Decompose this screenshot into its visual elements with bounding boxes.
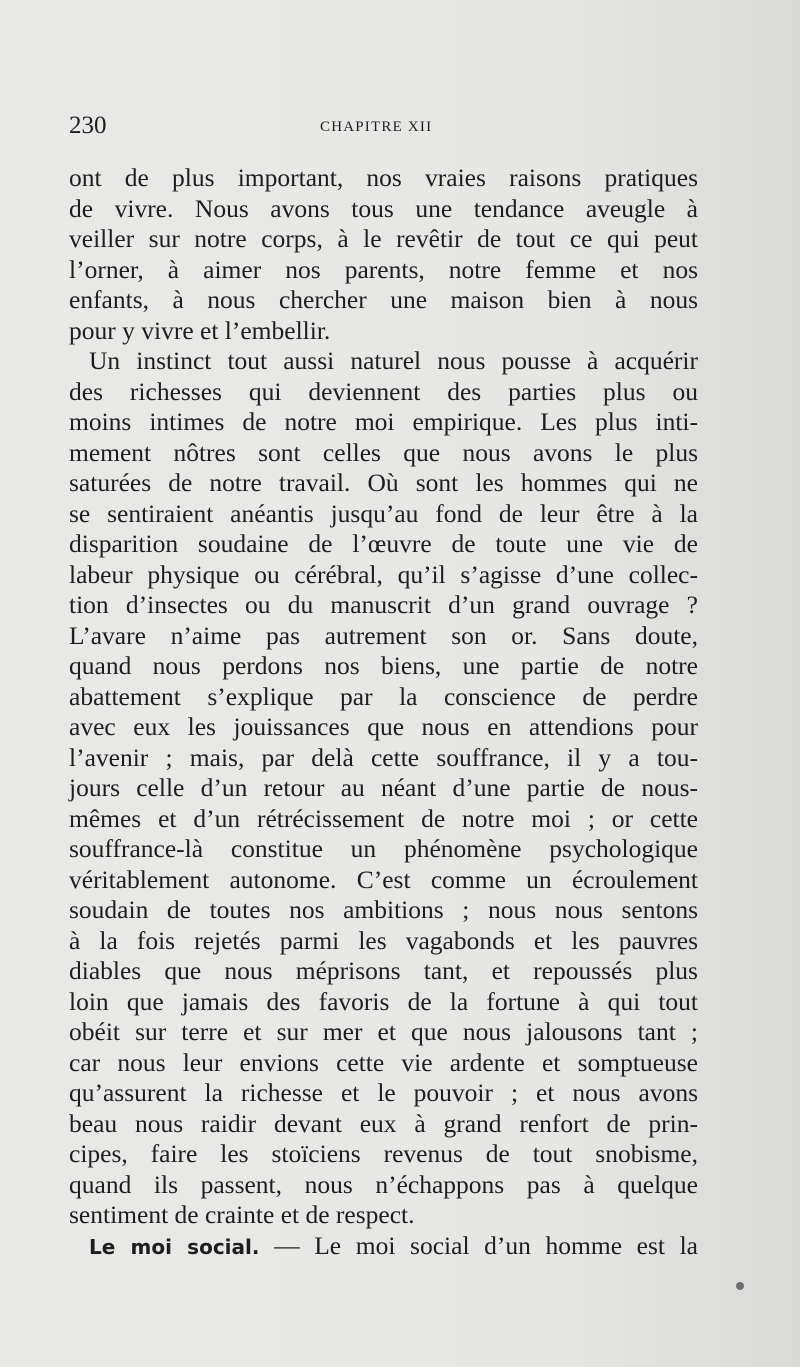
text-line: l’orner, à aimer nos parents, notre femme et nos <box>69 254 698 284</box>
text-line: se sentiraient anéantis jusqu’au fond de leur être à la <box>69 498 698 528</box>
text-line: enfants, à nous chercher une maison bien à nous <box>69 285 698 314</box>
text-line: mêmes et d’un rétrécissement de notre moi ; or cette <box>69 803 698 833</box>
text-line <box>69 1231 698 1262</box>
text-line-rest: — Le moi social d’un homme est la <box>259 1230 698 1260</box>
text-line: tion d’insectes ou du manuscrit d’un grand ouvrage ? <box>69 590 698 619</box>
text-line: avec eux les jouissances que nous en attendions pour <box>69 712 698 741</box>
text-line: diables que nous méprisons tant, et repoussés plus <box>69 956 698 985</box>
text-line: à la fois rejetés parmi les vagabonds et les pauvres <box>69 925 698 955</box>
text-line: labeur physique ou cérébral, qu’il s’agisse d’une collec- <box>69 559 698 589</box>
text-line: saturées de notre travail. Où sont les hommes qui ne <box>69 468 698 497</box>
text-line: obéit sur terre et sur mer et que nous jalousons tant ; <box>69 1017 698 1046</box>
text-line: loin que jamais des favoris de la fortune à qui tout <box>69 986 698 1016</box>
body-text <box>69 163 698 1261</box>
text-line: quand nous perdons nos biens, une partie de notre <box>69 651 698 680</box>
text-line: jours celle d’un retour au néant d’une partie de nous- <box>69 773 698 802</box>
text-line: qu’assurent la richesse et le pouvoir ; et nous avons <box>69 1078 698 1107</box>
text-line: l’avenir ; mais, par delà cette souffrance, il y a tou- <box>69 742 698 772</box>
text-line: abattement s’explique par la conscience de perdre <box>69 681 698 711</box>
page-number: 230 <box>69 112 107 139</box>
ink-speck <box>736 1282 744 1290</box>
text-line: Un instinct tout aussi naturel nous pousse à acquérir <box>89 346 698 375</box>
text-line: mement nôtres sont celles que nous avons le plus <box>69 437 698 467</box>
text-line: véritablement autonome. C’est comme un écroulement <box>69 864 698 894</box>
text-line: soudain de toutes nos ambitions ; nous nous sentons <box>69 895 698 924</box>
text-line: veiller sur notre corps, à le revêtir de tout ce qui peut <box>69 224 698 253</box>
text-line: sentiment de crainte et de respect. <box>69 1200 415 1229</box>
text-line: ont de plus important, nos vraies raisons pratiques <box>69 163 698 192</box>
text-line: disparition soudaine de l’œuvre de toute une vie de <box>69 529 698 558</box>
text-line: cipes, faire les stoïciens revenus de tout snobisme, <box>69 1139 698 1168</box>
text-line: souffrance-là constitue un phénomène psychologique <box>69 834 698 863</box>
text-line: moins intimes de notre moi empirique. Les plus inti- <box>69 407 698 436</box>
paragraph-3 <box>69 1231 698 1262</box>
text-line: de vivre. Nous avons tous une tendance aveugle à <box>69 193 698 223</box>
running-head: CHAPITRE XII <box>320 119 433 135</box>
text-line: des richesses qui deviennent des parties plus ou <box>69 376 698 406</box>
paragraph-1 <box>69 163 698 346</box>
text-line: car nous leur envions cette vie ardente et somptueuse <box>69 1047 698 1077</box>
text-line: L’avare n’aime pas autrement son or. Sans doute, <box>69 620 698 650</box>
page-header <box>69 112 700 142</box>
text-line: pour y vivre et l’embellir. <box>69 315 331 345</box>
text-line: quand ils passent, nous n’échappons pas à quelque <box>69 1169 698 1199</box>
text-line: beau nous raidir devant eux à grand renfort de prin- <box>69 1108 698 1138</box>
paragraph-2 <box>69 346 698 1231</box>
section-heading: Le moi social. <box>89 1234 260 1259</box>
